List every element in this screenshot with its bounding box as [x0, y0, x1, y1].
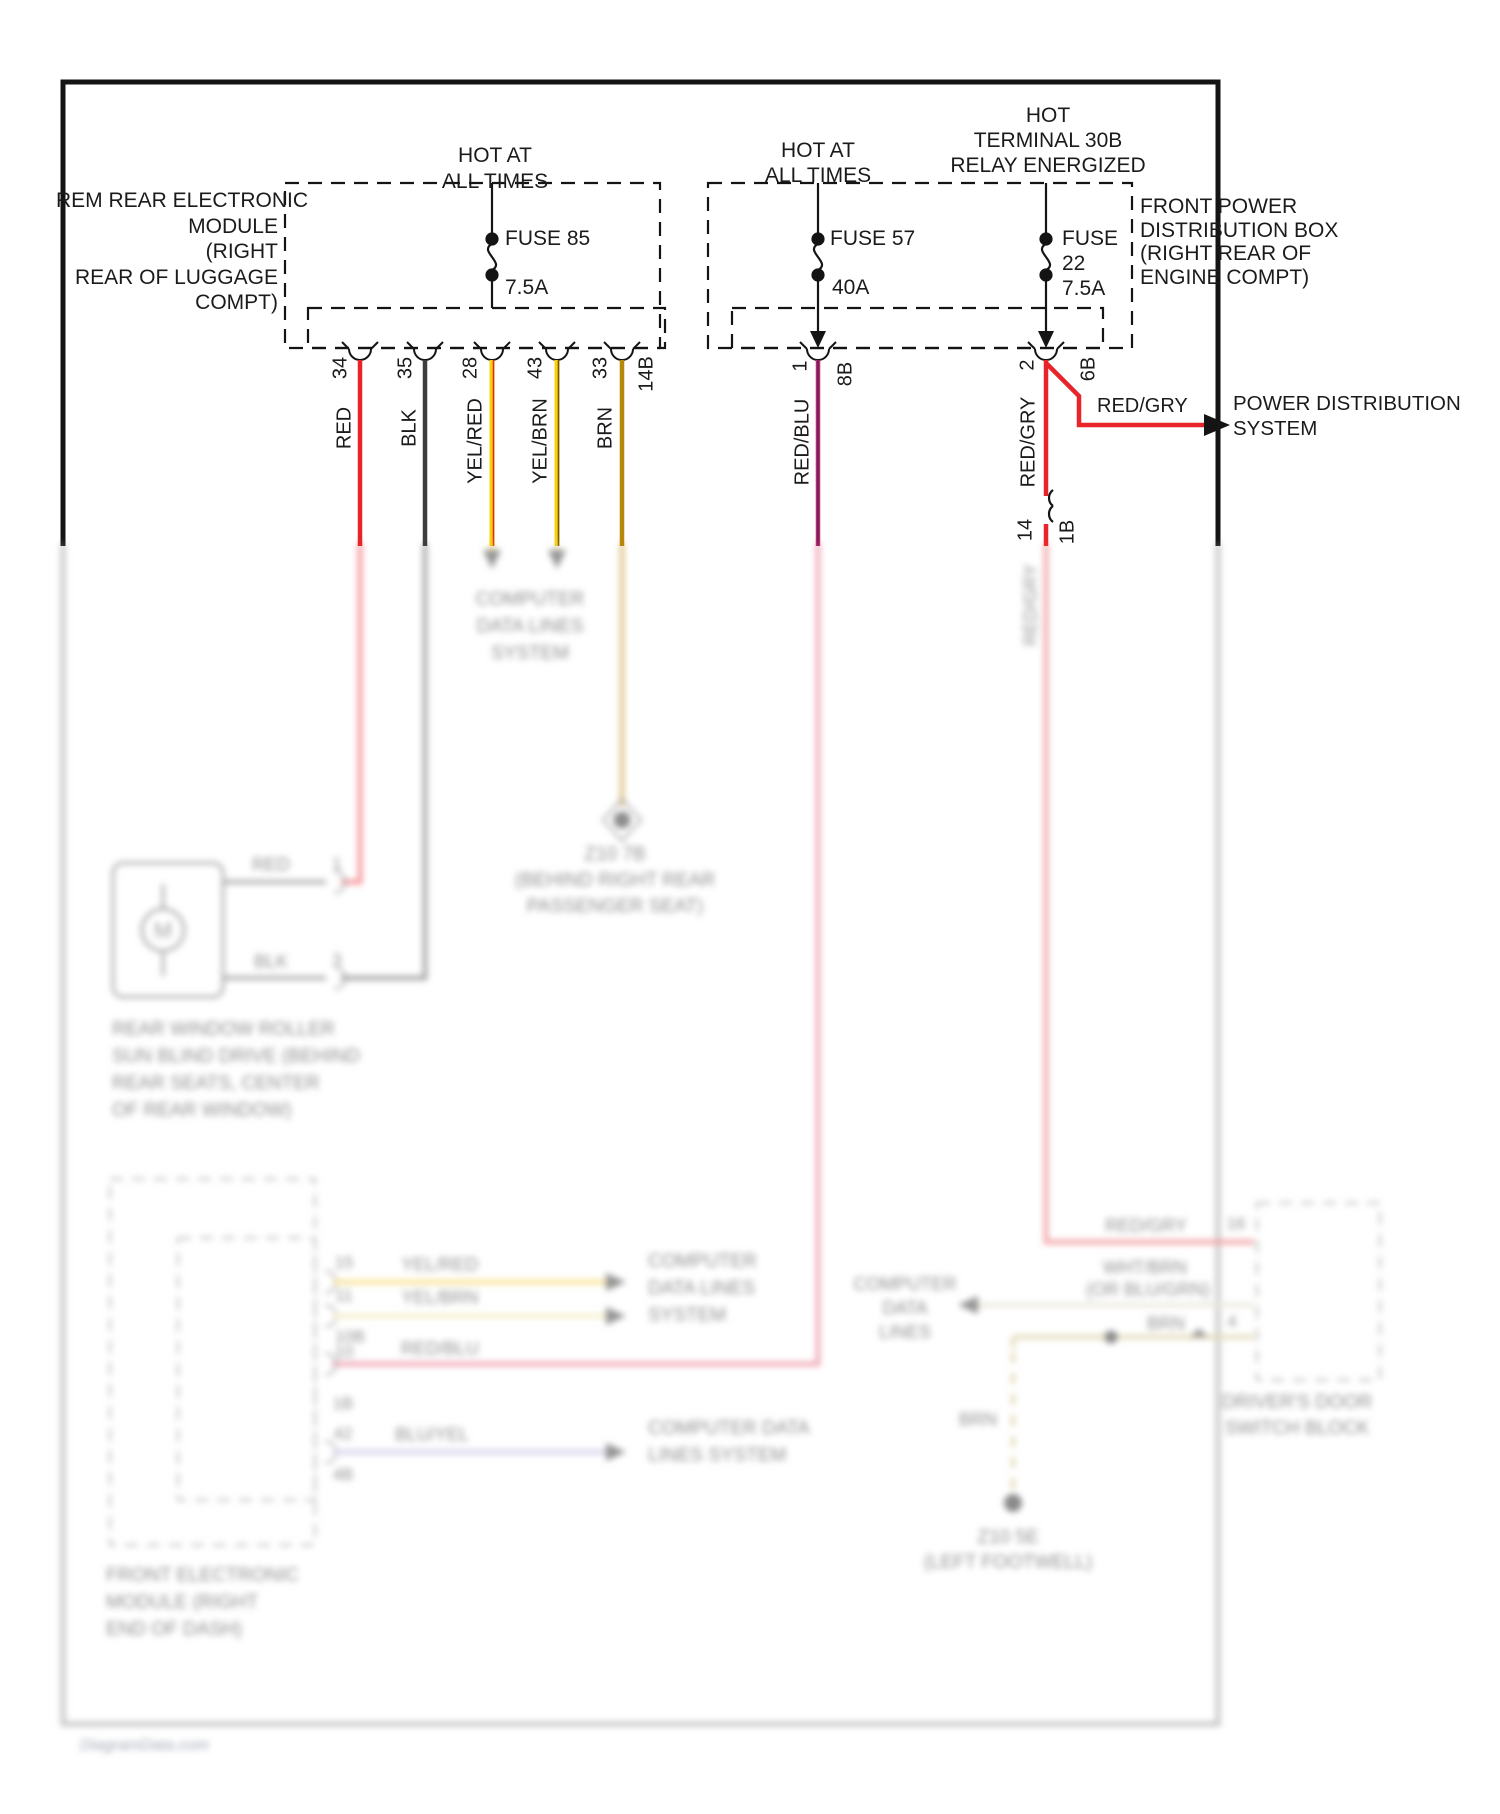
- rem-module-label: REM REAR ELECTRONIC MODULE (RIGHT REAR OF LUGGAGE COMPT): [56, 189, 309, 314]
- wire-label-red: RED: [333, 406, 356, 450]
- wire-label-red-blu: RED/BLU: [791, 398, 814, 486]
- connector-bumps: [342, 342, 1064, 360]
- inline-conn-1b: 1B: [1056, 519, 1079, 545]
- sunblind-wire-1: RED: [251, 854, 291, 875]
- wire-yel-red: [492, 360, 494, 546]
- wire-yel-brn: [557, 360, 559, 546]
- wire-label-red-gry: RED/GRY: [1017, 396, 1040, 488]
- fuse-85-symbol: [487, 183, 498, 308]
- splice-z10-5e-label: Z10 5E (LEFT FOOTWELL): [923, 1527, 1093, 1573]
- fuse22-name: FUSE: [1062, 227, 1119, 250]
- gnd-wire-brn-label: BRN: [958, 1409, 998, 1430]
- wire-label-blk: BLK: [398, 409, 421, 447]
- fem-cdl-a-label: COMPUTER DATA LINES SYSTEM: [648, 1251, 757, 1326]
- fuse22-amp: 7.5A: [1062, 277, 1106, 300]
- motor-letter: M: [153, 918, 173, 943]
- branch-wire-label: RED/GRY: [1097, 395, 1188, 417]
- fem-conn-1b: 1B: [332, 1394, 354, 1413]
- hot-label-fuse22: HOT TERMINAL 30B RELAY ENERGIZED: [950, 104, 1146, 177]
- fuse57-name: FUSE 57: [830, 227, 916, 250]
- wire-label-brn: BRN: [594, 406, 617, 450]
- door-wire-data-label-2: (OR BLU/GRN): [1085, 1279, 1211, 1300]
- fem-conn-10b: 10B: [334, 1327, 366, 1346]
- power-distribution-dest: POWER DISTRIBUTION SYSTEM: [1233, 392, 1461, 440]
- connector-8b: 8B: [834, 361, 857, 387]
- wire-label-yel-brn: YEL/BRN: [529, 398, 552, 484]
- door-cdl-label: COMPUTER DATA LINES: [853, 1274, 957, 1342]
- fem-conn-4b: 4B: [332, 1465, 354, 1484]
- pin-35: 35: [394, 356, 417, 380]
- fem-label: FRONT ELECTRONIC MODULE (RIGHT END OF DASH): [106, 1565, 299, 1640]
- inline-connector-symbol: [1049, 490, 1053, 522]
- hot-label-fuse85: HOT AT ALL TIMES: [441, 144, 549, 193]
- inline-conn-14: 14: [1014, 518, 1037, 542]
- fuse57-amp: 40A: [832, 276, 870, 299]
- fem-pin-10: 10: [334, 1342, 354, 1361]
- fuse-22-symbol: [1038, 183, 1054, 348]
- sunblind-label: REAR WINDOW ROLLER SUN BLIND DRIVE (BEHIND REAR SEATS, CENTER OF REAR WINDOW): [112, 1019, 361, 1121]
- fem-pin-42: 42: [333, 1424, 353, 1443]
- fuse22-num: 22: [1062, 252, 1086, 275]
- pin-33: 33: [589, 356, 612, 380]
- door-pin-4: 4: [1227, 1312, 1237, 1331]
- fem-cdl-b-label: COMPUTER DATA LINES SYSTEM: [648, 1418, 810, 1466]
- fem-wire-label-red-blu: RED/BLU: [400, 1338, 480, 1359]
- sunblind-pin-2: 3: [332, 950, 342, 969]
- fem-pin-15: 15: [334, 1253, 354, 1272]
- door-pin-16: 16: [1226, 1214, 1246, 1233]
- pin-2: 2: [1016, 359, 1039, 371]
- splice-z10-7b-label: Z10 7B (BEHIND RIGHT REAR PASSENGER SEAT): [514, 844, 716, 917]
- door-wire-power-label: RED/GRY: [1105, 1215, 1187, 1236]
- rem-connector-box: [308, 308, 665, 348]
- rem-module-box: [285, 183, 660, 348]
- fuse-57-symbol: [810, 183, 826, 348]
- connector-14b: 14B: [635, 356, 658, 392]
- pin-34: 34: [329, 356, 352, 380]
- sunblind-wire-2: BLK: [253, 951, 289, 972]
- fem-wire-label-yel-red: YEL/RED: [401, 1254, 479, 1275]
- fem-wire-label-blu-yel: BLU/YEL: [394, 1424, 470, 1445]
- wire-label-yel-red: YEL/RED: [464, 398, 487, 484]
- pin-28: 28: [459, 356, 482, 380]
- watermark: DiagramData.com: [80, 1737, 209, 1754]
- pin-1: 1: [789, 360, 812, 372]
- fpdb-label: FRONT POWER DISTRIBUTION BOX (RIGHT REAR OF ENGINE COMPT): [1140, 195, 1339, 289]
- wire-label-red-gry-cont: RED/GRY: [1020, 564, 1041, 646]
- fem-pin-11: 11: [335, 1286, 353, 1305]
- fuse85-name: FUSE 85: [505, 227, 591, 250]
- door-wire-gnd-label: BRN: [1146, 1313, 1186, 1334]
- sunblind-pin-1: 1: [332, 854, 342, 873]
- fuse85-amp: 7.5A: [505, 276, 549, 299]
- pin-43: 43: [524, 356, 547, 380]
- door-wire-data-label-1: WHT/BRN: [1103, 1257, 1187, 1278]
- door-switch-label: DRIVER'S DOOR SWITCH BLOCK: [1221, 1392, 1373, 1439]
- connector-6b: 6B: [1077, 356, 1100, 382]
- hot-label-fuse57: HOT AT ALL TIMES: [764, 139, 872, 187]
- cdl-top-label: COMPUTER DATA LINES SYSTEM: [475, 589, 585, 664]
- fem-wire-label-yel-brn: YEL/BRN: [401, 1287, 479, 1308]
